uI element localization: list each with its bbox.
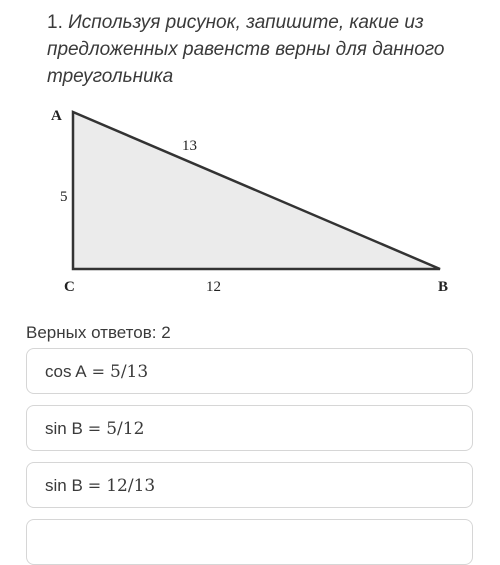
answer-option-3[interactable] <box>26 462 473 508</box>
option-function: cos A <box>45 362 87 381</box>
option-equals: = <box>87 476 102 495</box>
answer-option-1[interactable] <box>26 348 473 394</box>
option-value: 5/13 <box>110 362 149 382</box>
option-value: 5/12 <box>106 419 145 439</box>
question-body: Используя рисунок, запишите, какие из предложенных равенств верны для данного треугольника <box>47 12 445 87</box>
option-equals: = <box>91 362 105 381</box>
correct-answers-count: Верных ответов: 2 <box>26 323 171 342</box>
side-ab-label: 13 <box>182 138 197 154</box>
vertex-b-label: B <box>438 279 449 295</box>
side-ac-label: 5 <box>60 189 68 205</box>
vertex-a-label: A <box>51 108 62 124</box>
question-text <box>47 9 467 90</box>
option-equals <box>45 533 55 552</box>
answer-option-2[interactable] <box>26 405 473 451</box>
question-number: 1. <box>47 12 63 33</box>
triangle-figure <box>40 100 480 300</box>
option-function: sin B <box>45 419 83 438</box>
option-equals: = <box>87 419 102 438</box>
triangle-diagram <box>40 100 480 300</box>
answer-option-4[interactable] <box>26 519 473 565</box>
option-value: 12/13 <box>106 476 156 496</box>
triangle-shape <box>73 112 440 269</box>
vertex-c-label: C <box>64 279 75 295</box>
side-cb-label: 12 <box>206 279 221 295</box>
option-function: sin B <box>45 476 83 495</box>
